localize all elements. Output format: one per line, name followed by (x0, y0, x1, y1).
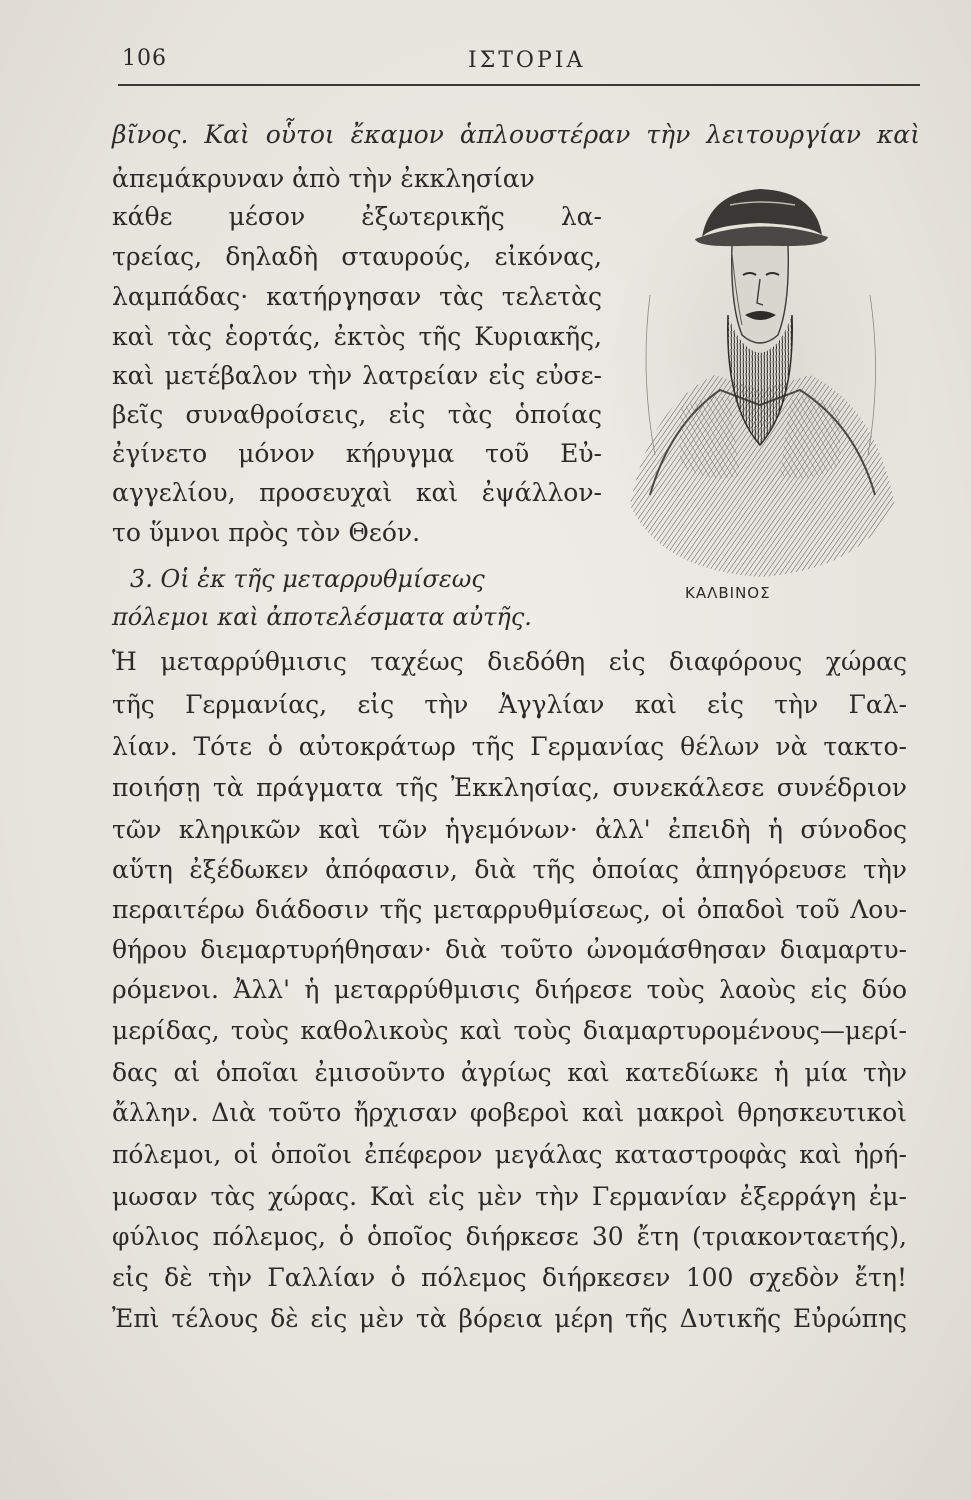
text-line-2: ἀπεμάκρυναν ἀπὸ τὴν ἐκκλησίαν (112, 164, 535, 193)
calvin-portrait-engraving (610, 175, 910, 580)
text-line-9: ἐγίνετο μόνον κήρυγμα τοῦ Εὐ- (112, 439, 602, 468)
paragraph-line-3: λίαν. Τότε ὁ αὐτοκράτωρ τῆς Γερμανίας θέλων νὰ τακτο- (112, 732, 907, 761)
paragraph-line-8: θήρου διεμαρτυρήθησαν· διὰ τοῦτο ὠνομάσθησαν διαμαρτυ- (112, 935, 907, 964)
text-line-7: καὶ μετέβαλον τὴν λατρείαν εἰς εὐσε- (112, 361, 602, 390)
text-line-11: το ὕμνοι πρὸς τὸν Θεόν. (112, 518, 421, 547)
paragraph-line-12: ἄλλην. Διὰ τοῦτο ἤρχισαν φοβεροὶ καὶ μακροὶ θρησκευτικοὶ (112, 1098, 907, 1127)
text-line-1: βῖνος. Καὶ οὗτοι ἔκαμον ἁπλουστέραν τὴν λειτουργίαν καὶ (112, 120, 920, 149)
text-line-10: αγγελίου, προσευχαὶ καὶ ἐψάλλον- (112, 478, 602, 507)
page-header (118, 44, 918, 84)
paragraph-line-1: Ἡ μεταρρύθμισις ταχέως διεδόθη εἰς διαφόρους χώρας (112, 647, 907, 676)
page-number: 106 (122, 46, 167, 71)
paragraph-line-14: μωσαν τὰς χώρας. Καὶ εἰς μὲν τὴν Γερμανίαν ἐξερράγη ἐμ- (112, 1182, 907, 1211)
paragraph-line-6: αὕτη ἐξέδωκεν ἀπόφασιν, διὰ τῆς ὁποίας ἀπηγόρευσε τὴν (112, 855, 907, 884)
paragraph-line-13: πόλεμοι, οἱ ὁποῖοι ἐπέφερον μεγάλας καταστροφὰς καὶ ἠρή- (112, 1140, 907, 1169)
running-title: ΙΣΤΟΡΙΑ (468, 48, 586, 73)
paragraph-line-16: εἰς δὲ τὴν Γαλλίαν ὁ πόλεμος διήρκεσεν 100 σχεδὸν ἔτη! (112, 1263, 907, 1292)
text-line-6: καὶ τὰς ἑορτάς, ἐκτὸς τῆς Κυριακῆς, (112, 322, 602, 351)
paragraph-line-15: φύλιος πόλεμος, ὁ ὁποῖος διήρκεσε 30 ἔτη (τριακονταετής), (112, 1222, 907, 1251)
section-heading-line-2: πόλεμοι καὶ ἀποτελέσματα αὐτῆς. (112, 603, 532, 631)
text-line-3: κάθε μέσον ἐξωτερικῆς λα- (112, 202, 602, 231)
section-heading-line-1: 3. Οἱ ἐκ τῆς μεταρρυθμίσεως (130, 565, 485, 593)
paragraph-line-7: περαιτέρω διάδοσιν τῆς μεταρρυθμίσεως, οἱ ὀπαδοὶ τοῦ Λου- (112, 895, 907, 924)
paragraph-line-5: τῶν κληρικῶν καὶ τῶν ἡγεμόνων· ἀλλ' ἐπειδὴ ἡ σύνοδος (112, 815, 907, 844)
header-rule (118, 84, 920, 86)
paragraph-line-11: δας αἱ ὁποῖαι ἐμισοῦντο ἀγρίως καὶ κατεδίωκε ἡ μία τὴν (112, 1058, 907, 1087)
text-line-5: λαμπάδας· κατήργησαν τὰς τελετὰς (112, 282, 602, 311)
portrait-caption: ΚΑΛΒΙΝΟΣ (685, 584, 771, 602)
paragraph-line-9: ρόμενοι. Ἀλλ' ἡ μεταρρύθμισις διήρεσε τοὺς λαοὺς εἰς δύο (112, 975, 907, 1004)
text-line-4: τρείας, δηλαδὴ σταυρούς, εἰκόνας, (112, 242, 602, 271)
paragraph-line-4: ποιήσῃ τὰ πράγματα τῆς Ἐκκλησίας, συνεκάλεσε συνέδριον (112, 773, 907, 802)
paragraph-line-10: μερίδας, τοὺς καθολικοὺς καὶ τοὺς διαμαρτυρομένους—μερί- (112, 1016, 907, 1045)
paragraph-line-2: τῆς Γερμανίας, εἰς τὴν Ἀγγλίαν καὶ εἰς τὴν Γαλ- (112, 690, 907, 719)
text-line-8: βεῖς συναθροίσεις, εἰς τὰς ὁποίας (112, 400, 602, 429)
paragraph-line-17: Ἐπὶ τέλους δὲ εἰς μὲν τὰ βόρεια μέρη τῆς Δυτικῆς Εὐρώπης (112, 1304, 907, 1333)
